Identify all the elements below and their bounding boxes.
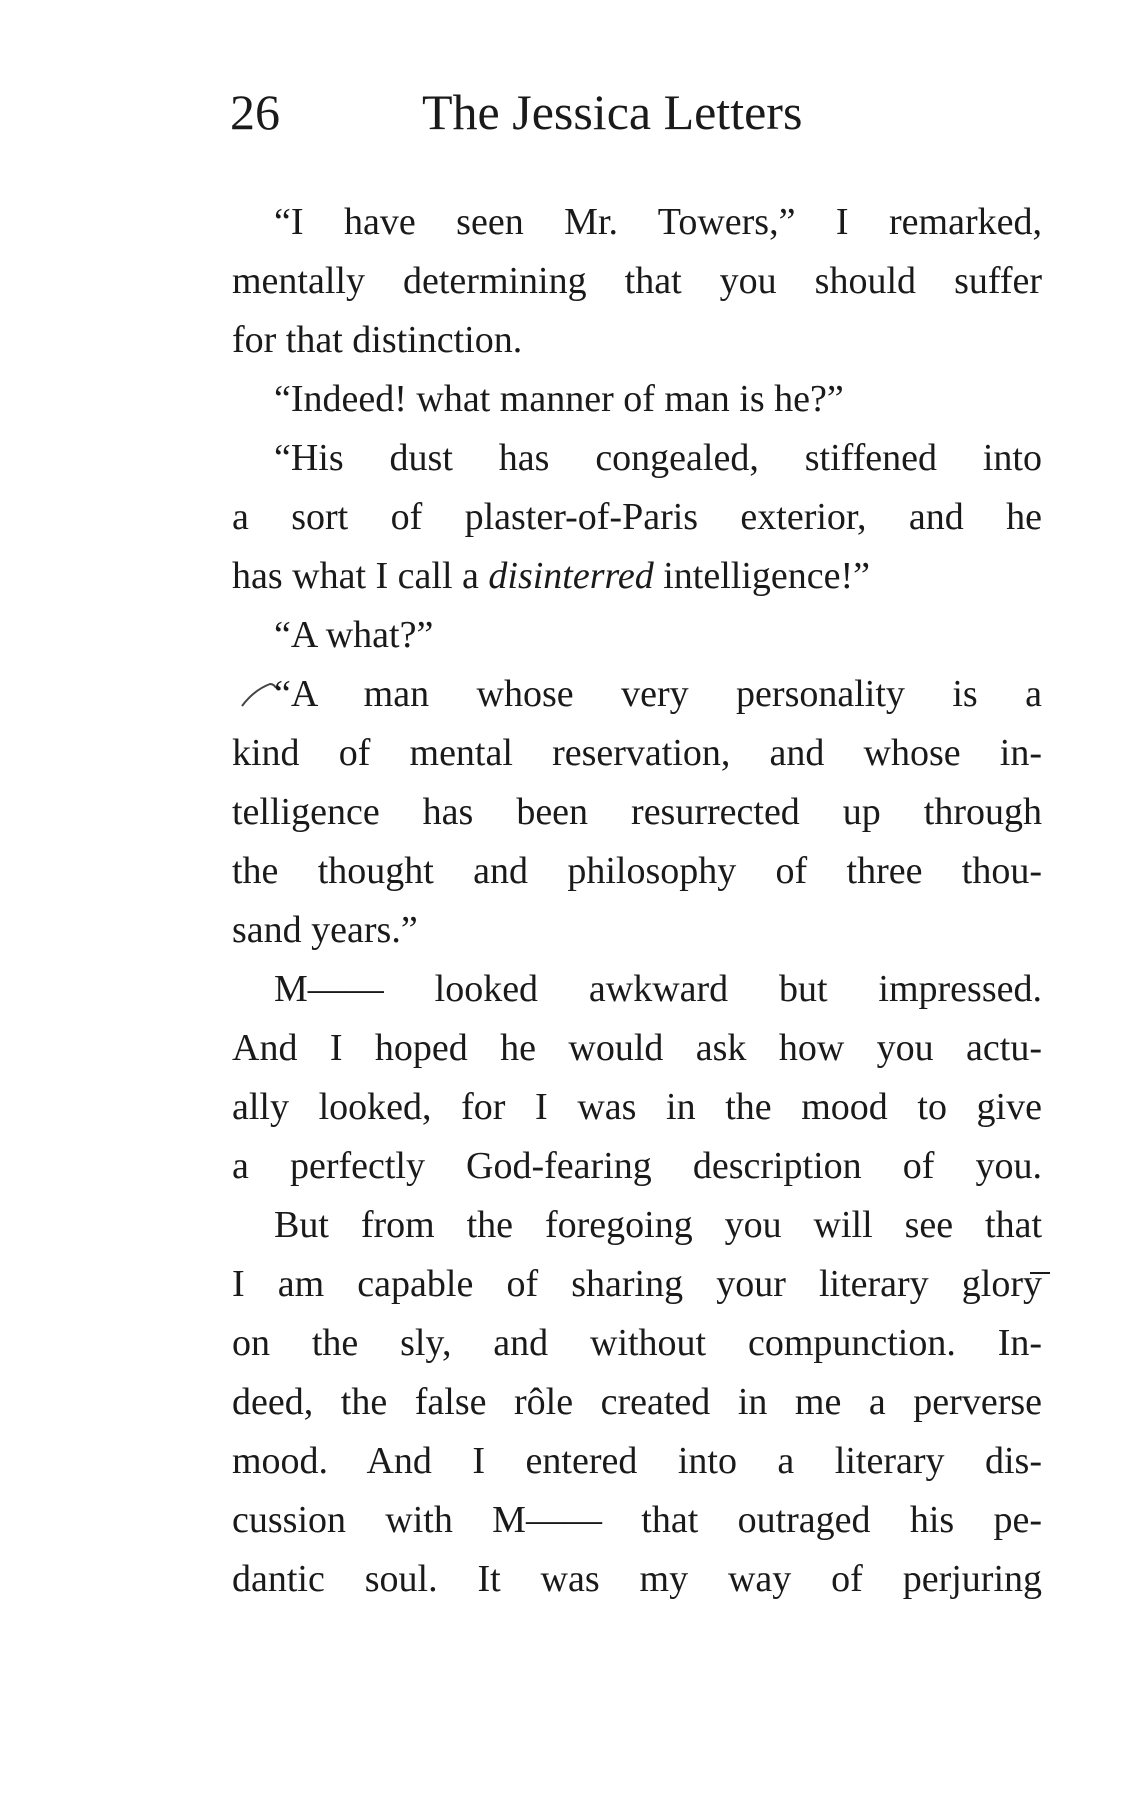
text-line: M—— looked awkward but impressed. (274, 968, 1042, 1010)
text-line: mentally determining that you should suffer (232, 260, 1042, 302)
text-line: “A what?” (274, 614, 434, 656)
text-line: mood. And I entered into a literary dis- (232, 1440, 1042, 1482)
text-line: sand years.” (232, 909, 418, 951)
text-line: “I have seen Mr. Towers,” I remarked, (274, 201, 1042, 243)
text-line: And I hoped he would ask how you actu- (232, 1027, 1042, 1069)
text-line: “A man whose very personality is a (274, 673, 1042, 715)
text-line: “Indeed! what manner of man is he?” (274, 378, 844, 420)
text-line: for that distinction. (232, 319, 523, 361)
body-text (232, 193, 1042, 1609)
book-title: The Jessica Letters (422, 84, 803, 140)
text-line: a sort of plaster-of-Paris exterior, and he (232, 496, 1042, 538)
text-line: deed, the false rôle created in me a perverse (232, 1381, 1042, 1423)
text-line: dantic soul. It was my way of perjuring (232, 1558, 1042, 1600)
text-line: But from the foregoing you will see that (274, 1204, 1042, 1246)
text-line: telligence has been resurrected up through (232, 791, 1042, 833)
text-line: “His dust has congealed, stiffened into (274, 437, 1042, 479)
text-line: on the sly, and without compunction. In- (232, 1322, 1042, 1364)
text-segment: intelligence!” (663, 555, 871, 597)
text-line (232, 547, 1042, 606)
text-segment: has what I call a (232, 555, 479, 597)
text-line: the thought and philosophy of three thou- (232, 850, 1042, 892)
text-line: kind of mental reservation, and whose in- (232, 732, 1042, 774)
text-line: I am capable of sharing your literary glory (232, 1263, 1042, 1305)
running-head (230, 82, 870, 142)
text-line: cussion with M—— that outraged his pe- (232, 1499, 1042, 1541)
page-number: 26 (230, 84, 280, 140)
italic-word: disinterred (488, 555, 654, 597)
text-line: a perfectly God-fearing description of you. (232, 1145, 1042, 1187)
text-line: ally looked, for I was in the mood to give (232, 1086, 1042, 1128)
